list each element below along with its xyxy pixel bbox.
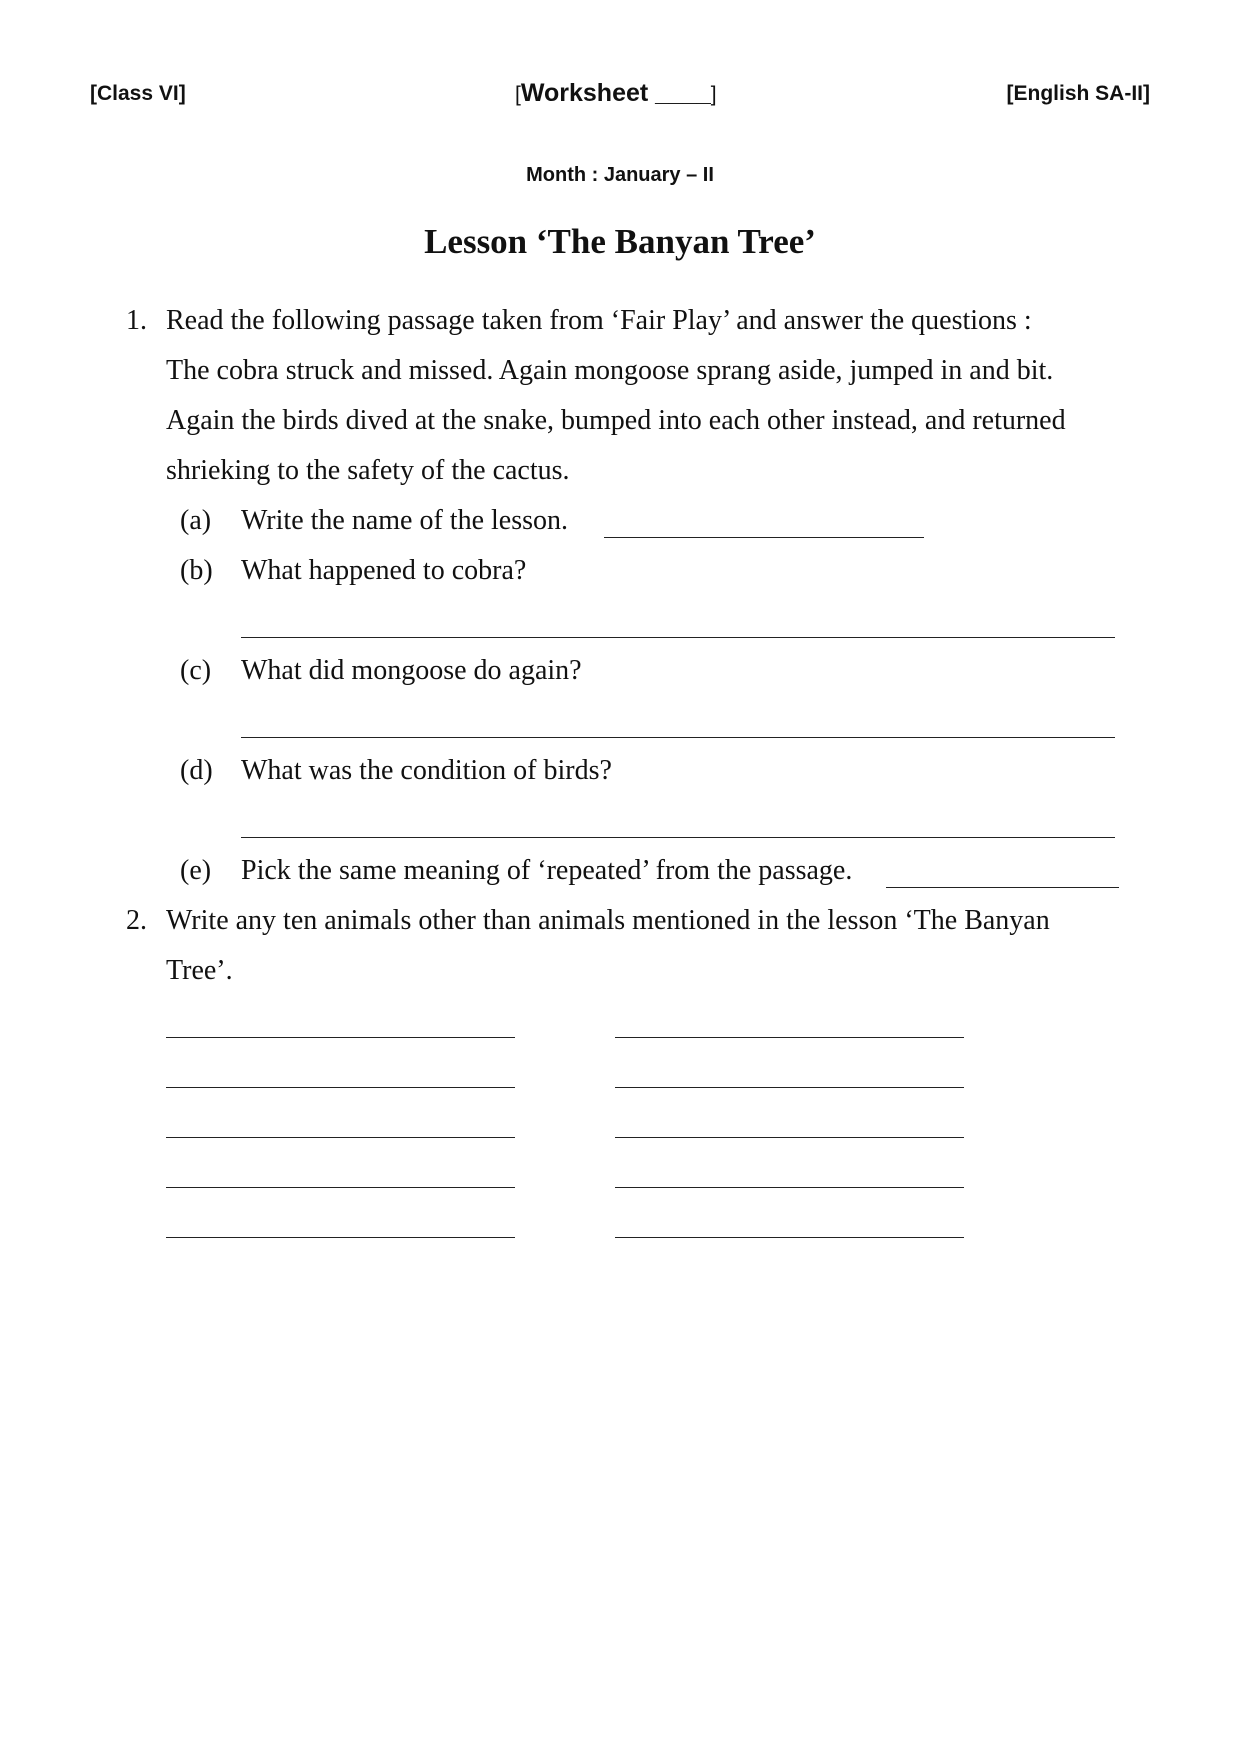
sub-question-text: Pick the same meaning of ‘repeated’ from the passage. bbox=[241, 855, 853, 886]
question-2-text: Tree’. bbox=[166, 955, 233, 986]
worksheet-open-bracket: [ bbox=[515, 83, 521, 106]
animal-answer-line[interactable] bbox=[615, 1187, 964, 1188]
sub-question-label: (a) bbox=[180, 505, 212, 536]
worksheet-title: Worksheet ____ bbox=[520, 79, 711, 107]
animal-answer-line[interactable] bbox=[166, 1087, 515, 1088]
sub-question-text: What was the condition of birds? bbox=[241, 755, 612, 786]
passage-line: Again the birds dived at the snake, bumped into each other instead, and returned bbox=[166, 405, 1066, 436]
sub-question-label: (c) bbox=[180, 655, 212, 686]
answer-line[interactable] bbox=[241, 737, 1115, 738]
animal-answer-line[interactable] bbox=[166, 1037, 515, 1038]
sub-question-text: Write the name of the lesson. bbox=[241, 505, 568, 536]
sub-question-text: What did mongoose do again? bbox=[241, 655, 582, 686]
subject-label: [English SA-II] bbox=[1006, 82, 1150, 105]
passage-line: The cobra struck and missed. Again mongoose sprang aside, jumped in and bit. bbox=[166, 355, 1054, 386]
answer-line[interactable] bbox=[241, 837, 1115, 838]
question-1-number: 1. bbox=[126, 305, 147, 336]
month-label: Month : January – II bbox=[526, 164, 714, 186]
animal-answer-line[interactable] bbox=[166, 1237, 515, 1238]
lesson-title: Lesson ‘The Banyan Tree’ bbox=[424, 222, 816, 261]
sub-question-label: (e) bbox=[180, 855, 212, 886]
class-label: [Class VI] bbox=[90, 82, 186, 105]
worksheet-close-bracket: ] bbox=[710, 83, 717, 106]
answer-line[interactable] bbox=[241, 637, 1115, 638]
animal-answer-line[interactable] bbox=[615, 1137, 964, 1138]
animal-answer-line[interactable] bbox=[166, 1137, 515, 1138]
answer-line[interactable] bbox=[604, 537, 924, 538]
passage-line: shrieking to the safety of the cactus. bbox=[166, 455, 570, 486]
animal-answer-line[interactable] bbox=[166, 1187, 515, 1188]
sub-question-label: (d) bbox=[180, 755, 213, 786]
sub-question-text: What happened to cobra? bbox=[241, 555, 527, 586]
question-2-number: 2. bbox=[126, 905, 147, 936]
animal-answer-line[interactable] bbox=[615, 1237, 964, 1238]
worksheet-label bbox=[515, 79, 717, 108]
animal-answer-line[interactable] bbox=[615, 1087, 964, 1088]
animal-answer-line[interactable] bbox=[615, 1037, 964, 1038]
question-2-text: Write any ten animals other than animals mentioned in the lesson ‘The Banyan bbox=[166, 905, 1050, 936]
answer-line[interactable] bbox=[886, 887, 1119, 888]
sub-question-label: (b) bbox=[180, 555, 213, 586]
question-1-intro: Read the following passage taken from ‘Fair Play’ and answer the questions : bbox=[166, 305, 1032, 336]
